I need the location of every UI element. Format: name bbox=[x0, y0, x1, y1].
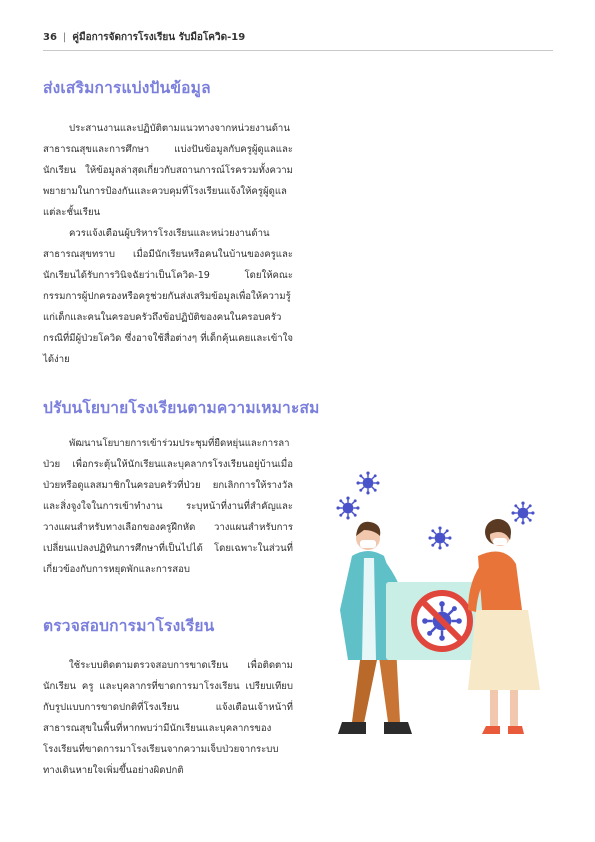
section-heading-info-sharing: ส่งเสริมการแบ่งปันข้อมูล bbox=[43, 79, 211, 97]
virus-icon bbox=[336, 496, 359, 519]
section-heading-attendance: ตรวจสอบการมาโรงเรียน bbox=[43, 617, 215, 635]
covid-prevention-illustration bbox=[318, 460, 553, 780]
section-body-school-policy bbox=[43, 433, 293, 580]
section-heading-school-policy: ปรับนโยบายโรงเรียนตามความเหมาะสม bbox=[43, 399, 320, 417]
header-divider bbox=[43, 50, 553, 51]
virus-icon bbox=[511, 501, 534, 524]
paragraph: ควรแจ้งเตือนผู้บริหารโรงเรียนและหน่วยงานด้านสาธารณสุขทราบ เมื่อมีนักเรียนหรือคนในบ้านของครูและนักเรียนได้รับการวินิจฉัยว่าเป็นโควิด-19 โดยให้คณะกรรมการผู้ปกครองหรือครูช่วยกันส่งเสริมข้อมูลเพื่อให้ความรู้แก่เด็กและคนในครอบครัวถึงข้อปฏิบัติของคนในครอบครัวกรณีที่มีผู้ป่วยโควิด ซึ่งอาจใช้สื่อต่างๆ ที่เด็กคุ้นเคยและเข้าใจได้ง่าย bbox=[43, 228, 293, 365]
page-header bbox=[43, 30, 245, 45]
section-body-attendance bbox=[43, 655, 293, 781]
paragraph: ใช้ระบบติดตามตรวจสอบการขาดเรียน เพื่อติดตามนักเรียน ครู และบุคลากรที่ขาดการมาโรงเรียน เปรียบเทียบกับรูปแบบการขาดปกติที่โรงเรียน แจ้งเตือนเจ้าหน้าที่สาธารณสุขในพื้นที่หากพบว่ามีนักเรียนและบุคลากรของโรงเรียนที่ขาดการมาโรงเรียนจากความเจ็บป่วยจากระบบทางเดินหายใจเพิ่มขึ้นอย่างผิดปกติ bbox=[43, 660, 293, 776]
document-title: คู่มือการจัดการโรงเรียน รับมือโควิด-19 bbox=[72, 32, 246, 43]
virus-icon bbox=[356, 471, 379, 494]
header-separator: | bbox=[62, 32, 67, 43]
paragraph: พัฒนานโยบายการเข้าร่วมประชุมที่ยืดหยุ่นและการลาป่วย เพื่อกระตุ้นให้นักเรียนและบุคลากรโรงเรียนอยู่บ้านเมื่อป่วยหรือดูแลสมาชิกในครอบครัวที่ป่วย ยกเลิกการให้รางวัลและสิ่งจูงใจในการเข้าทำงาน ระบุหน้าที่งานที่สำคัญและวางแผนสำหรับทางเลือกของครูฝึกหัด วางแผนสำหรับการเปลี่ยนแปลงปฏิทินการศึกษาที่เป็นไปได้ โดยเฉพาะในส่วนที่เกี่ยวข้องกับการหยุดพักและการสอบ bbox=[43, 438, 293, 575]
page-number: 36 bbox=[43, 32, 57, 43]
virus-icon bbox=[428, 526, 451, 549]
section-body-info-sharing bbox=[43, 118, 293, 370]
woman-figure bbox=[468, 519, 540, 734]
paragraph: ประสานงานและปฏิบัติตามแนวทางจากหน่วยงานด้านสาธารณสุขและการศึกษา แบ่งปันข้อมูลกับครูผู้ดูแลและนักเรียน ให้ข้อมูลล่าสุดเกี่ยวกับสถานการณ์โรครวมทั้งความพยายามในการป้องกันและควบคุมที่โรงเรียนแจ้งให้ครูผู้ดูแลแต่ละชั้นเรียน bbox=[43, 123, 293, 218]
